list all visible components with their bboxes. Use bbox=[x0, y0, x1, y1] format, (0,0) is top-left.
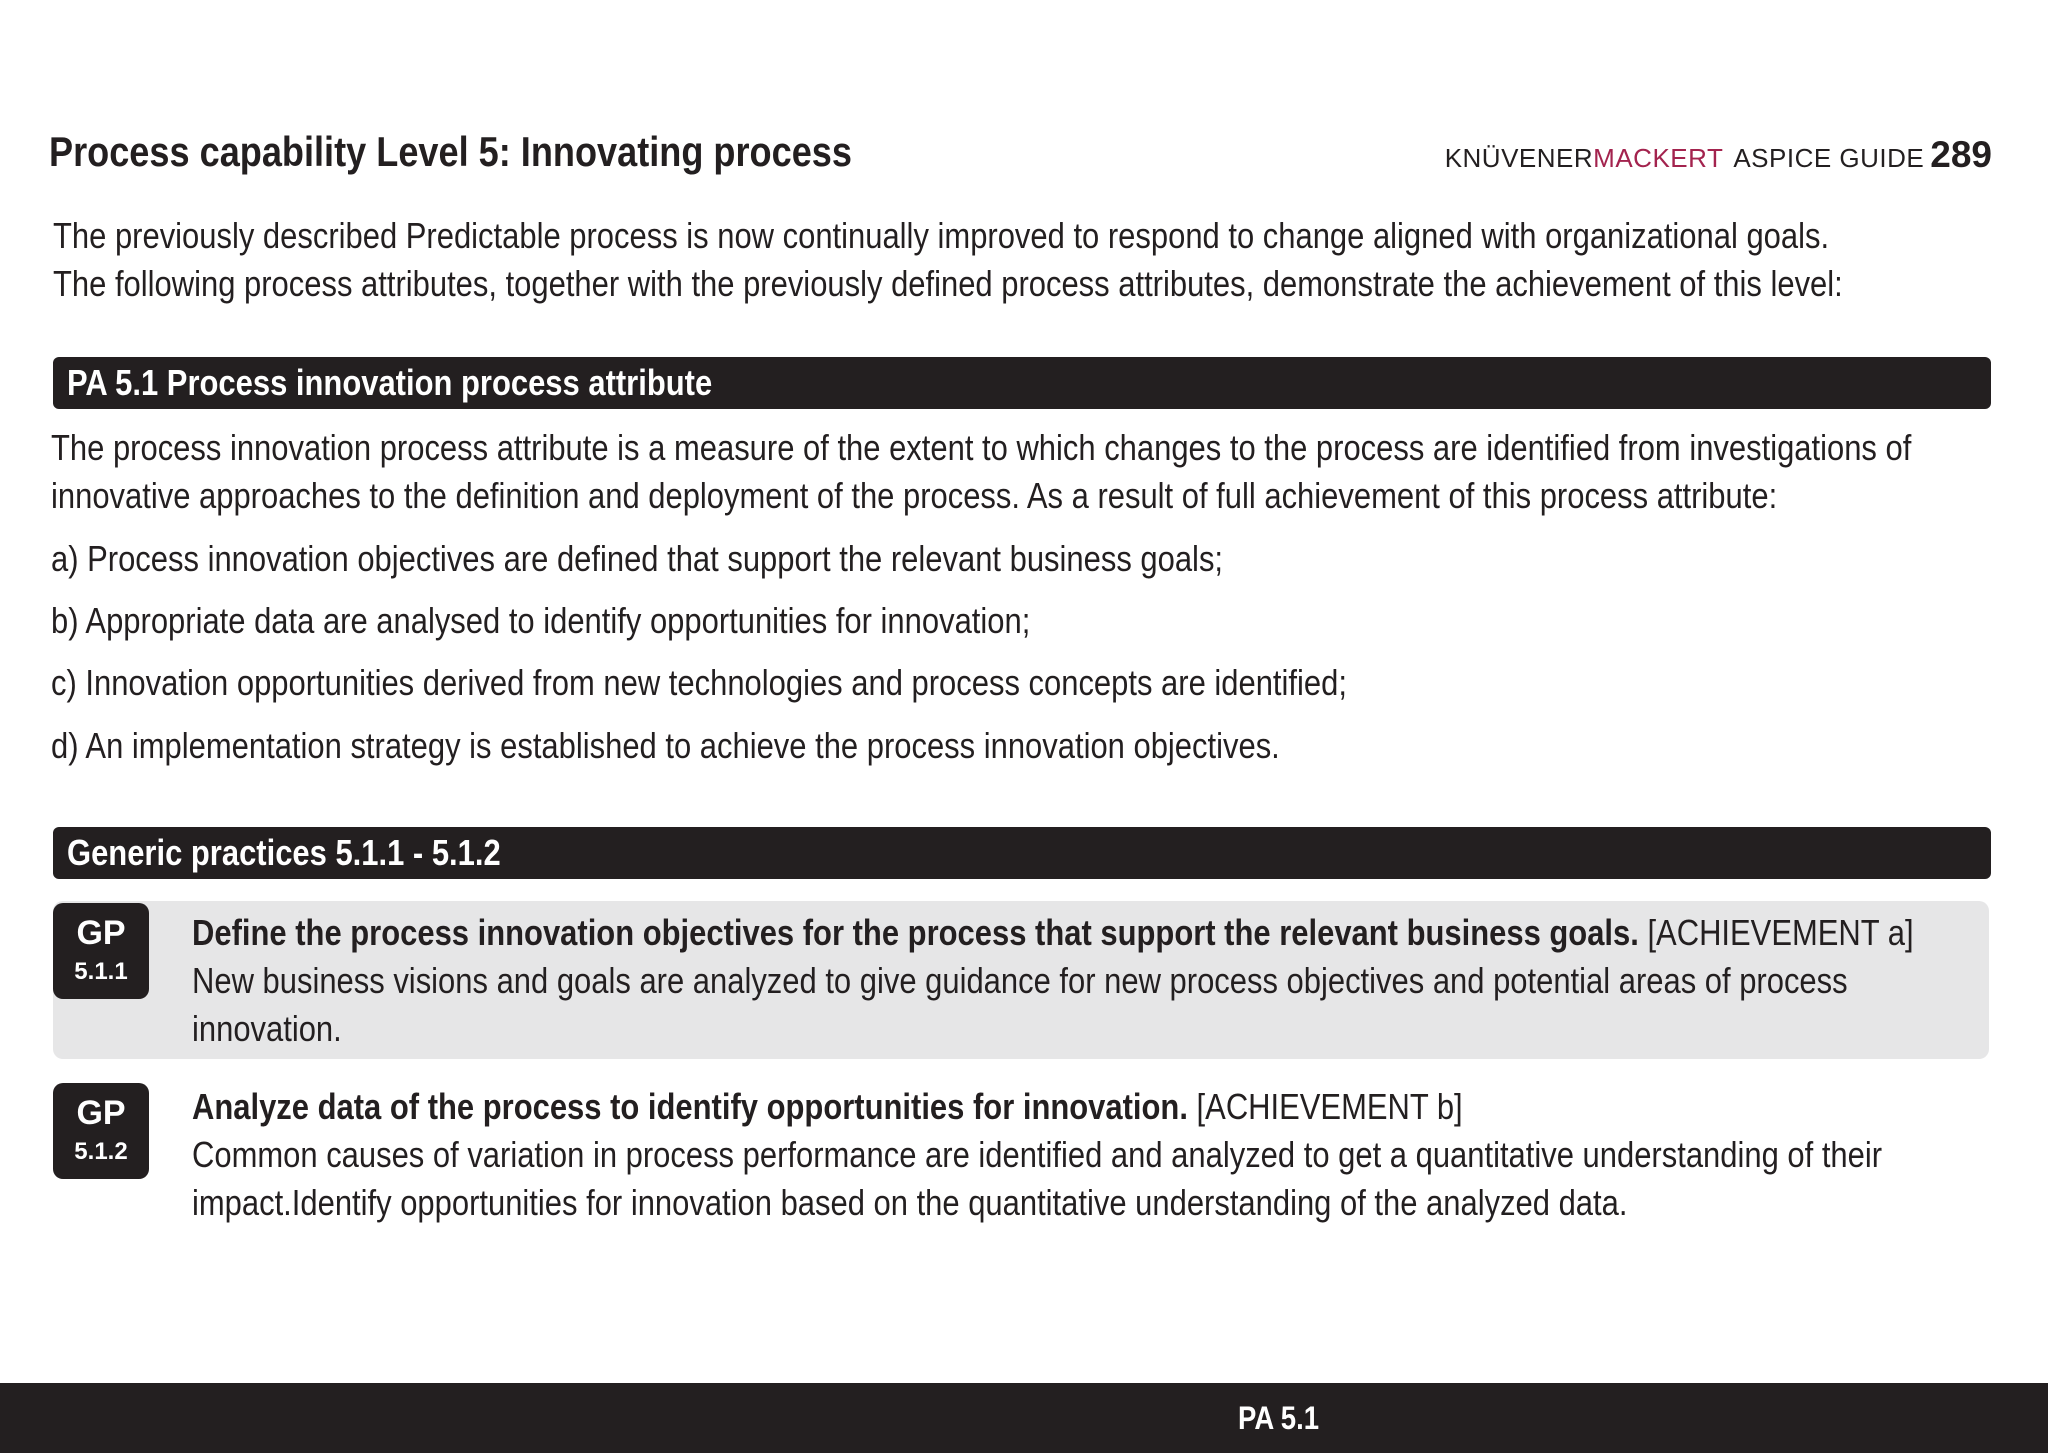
page-number: 289 bbox=[1930, 134, 1992, 175]
attribute-description-line-2: innovative approaches to the definition and deployment of the process. As a result of full achievement of this process attribute: bbox=[51, 475, 1778, 516]
page-title: Process capability Level 5: Innovating process bbox=[49, 128, 852, 175]
generic-practice-5-1-1 bbox=[53, 901, 1989, 1059]
intro-line-2: The following process attributes, together with the previously defined process attributes, demonstrate the achievement of this level: bbox=[53, 263, 1843, 304]
gp-badge-number: 5.1.2 bbox=[74, 1138, 128, 1165]
gp-description-line-1: Common causes of variation in process performance are identified and analyzed to get a quantitative understanding of their bbox=[192, 1134, 1883, 1175]
gp-description-line-2: impact.Identify opportunities for innovation based on the quantitative understanding of the analyzed data. bbox=[192, 1182, 1628, 1223]
achievement-item-d: d) An implementation strategy is established to achieve the process innovation objectives. bbox=[51, 725, 1280, 766]
gp-badge bbox=[53, 1083, 149, 1179]
gp-badge bbox=[53, 903, 149, 999]
attribute-description-line-1: The process innovation process attribute is a measure of the extent to which changes to the process are identified from investigations of bbox=[51, 427, 1912, 468]
brand-name-part1: KNÜVENER bbox=[1444, 143, 1594, 173]
attribute-section-header bbox=[53, 357, 1991, 409]
generic-practice-5-1-2 bbox=[53, 1081, 1989, 1231]
gp-badge-label: GP bbox=[76, 1094, 126, 1132]
gp-achievement-ref: [ACHIEVEMENT a] bbox=[1638, 912, 1914, 953]
gp-achievement-ref: [ACHIEVEMENT b] bbox=[1187, 1086, 1463, 1127]
brand-guide-label: ASPICE GUIDE bbox=[1733, 143, 1925, 173]
gp-description-line-1: New business visions and goals are analyzed to give guidance for new process objectives and potential areas of process bbox=[192, 960, 1848, 1001]
gp-title: Analyze data of the process to identify opportunities for innovation. bbox=[192, 1086, 1188, 1127]
gp-title: Define the process innovation objectives for the process that support the relevant business goals. bbox=[192, 912, 1639, 953]
achievement-item-a: a) Process innovation objectives are defined that support the relevant business goals; bbox=[51, 538, 1224, 579]
generic-practices-title: Generic practices 5.1.1 - 5.1.2 bbox=[67, 832, 501, 873]
header-brand bbox=[1445, 134, 1992, 176]
brand-name-part2: MACKERT bbox=[1593, 143, 1724, 173]
achievement-item-b: b) Appropriate data are analysed to identify opportunities for innovation; bbox=[51, 600, 1031, 641]
gp-badge-number: 5.1.1 bbox=[74, 958, 128, 985]
attribute-section-title: PA 5.1 Process innovation process attribute bbox=[67, 362, 713, 403]
footer-label: PA 5.1 bbox=[1238, 1400, 1320, 1436]
generic-practices-header bbox=[53, 827, 1991, 879]
gp-description-line-2: innovation. bbox=[192, 1008, 342, 1049]
gp-line-1 bbox=[192, 909, 1914, 957]
footer-bar bbox=[0, 1383, 2048, 1453]
gp-line-1 bbox=[192, 1083, 1463, 1131]
intro-line-1: The previously described Predictable process is now continually improved to respond to change aligned with organizational goals. bbox=[53, 215, 1830, 256]
gp-badge-label: GP bbox=[76, 914, 126, 952]
achievement-item-c: c) Innovation opportunities derived from new technologies and process concepts are identified; bbox=[51, 662, 1347, 703]
